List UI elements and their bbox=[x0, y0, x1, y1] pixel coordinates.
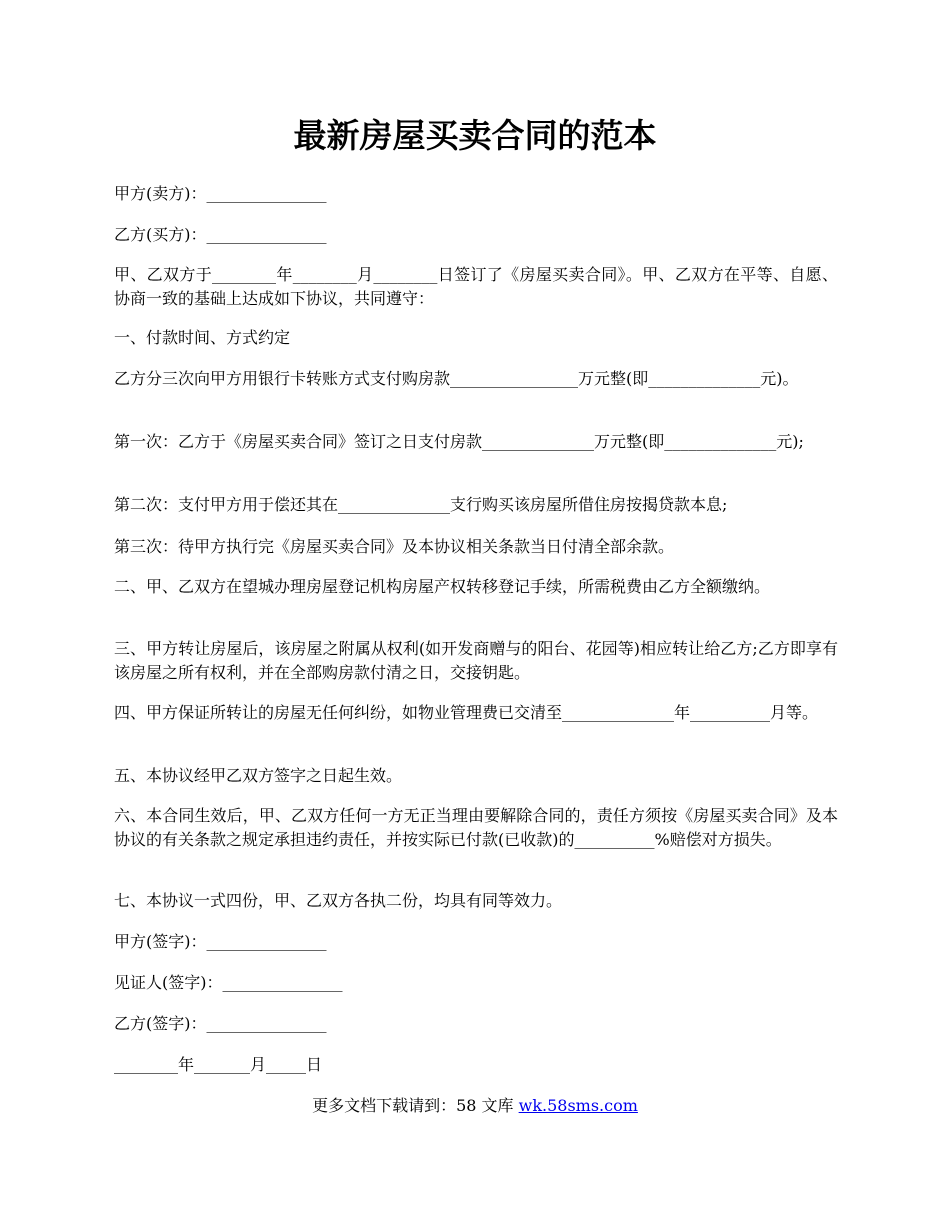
footer-prefix: 更多文档下载请到：58 文库 bbox=[312, 1096, 519, 1115]
document-title: 最新房屋买卖合同的范本 bbox=[293, 116, 657, 155]
section-1-heading: 一、付款时间、方式约定 bbox=[114, 328, 291, 347]
section-6-paragraph: 六、本合同生效后，甲、乙双方任何一方无正当理由要解除合同的，责任方须按《房屋买卖合同》及本协议的有关条款之规定承担违约责任，并按实际已付款(已收款)的__________%赔偿对方损失。 bbox=[114, 806, 838, 849]
footer bbox=[0, 1094, 950, 1118]
date-line: ________年_______月_____日 bbox=[114, 1055, 323, 1074]
section-2-paragraph: 二、甲、乙双方在望城办理房屋登记机构房屋产权转移登记手续，所需税费由乙方全额缴纳。 bbox=[114, 577, 771, 596]
footer-link[interactable]: wk.58sms.com bbox=[518, 1096, 638, 1115]
payment-paragraph: 乙方分三次向甲方用银行卡转账方式支付购房款________________万元整(即______________元)。 bbox=[114, 369, 799, 388]
buyer-signature-line: 乙方(签字)：_______________ bbox=[114, 1014, 327, 1033]
payment-second: 第二次：支付甲方用于偿还其在______________支行购买该房屋所借住房按揭贷款本息; bbox=[114, 495, 728, 514]
section-3-paragraph: 三、甲方转让房屋后，该房屋之附属从权利(如开发商赠与的阳台、花园等)相应转让给乙方;乙方即享有该房屋之所有权利，并在全部购房款付清之日，交接钥匙。 bbox=[114, 639, 838, 682]
witness-signature-line: 见证人(签字)：_______________ bbox=[114, 973, 343, 992]
seller-line: 甲方(卖方)：_______________ bbox=[114, 184, 327, 203]
section-4-paragraph: 四、甲方保证所转让的房屋无任何纠纷，如物业管理费已交清至______________年__________月等。 bbox=[114, 703, 819, 722]
section-7-paragraph: 七、本协议一式四份，甲、乙双方各执二份，均具有同等效力。 bbox=[114, 891, 563, 910]
payment-first: 第一次：乙方于《房屋买卖合同》签订之日支付房款______________万元整(即______________元); bbox=[114, 432, 804, 451]
buyer-line: 乙方(买方)：_______________ bbox=[114, 225, 327, 244]
seller-signature-line: 甲方(签字)：_______________ bbox=[114, 932, 327, 951]
intro-paragraph: 甲、乙双方于________年________月________日签订了《房屋买卖合同》。甲、乙双方在平等、自愿、协商一致的基础上达成如下协议，共同遵守： bbox=[114, 265, 838, 308]
section-5-paragraph: 五、本协议经甲乙双方签字之日起生效。 bbox=[114, 766, 403, 785]
payment-third: 第三次：待甲方执行完《房屋买卖合同》及本协议相关条款当日付清全部余款。 bbox=[114, 537, 675, 556]
